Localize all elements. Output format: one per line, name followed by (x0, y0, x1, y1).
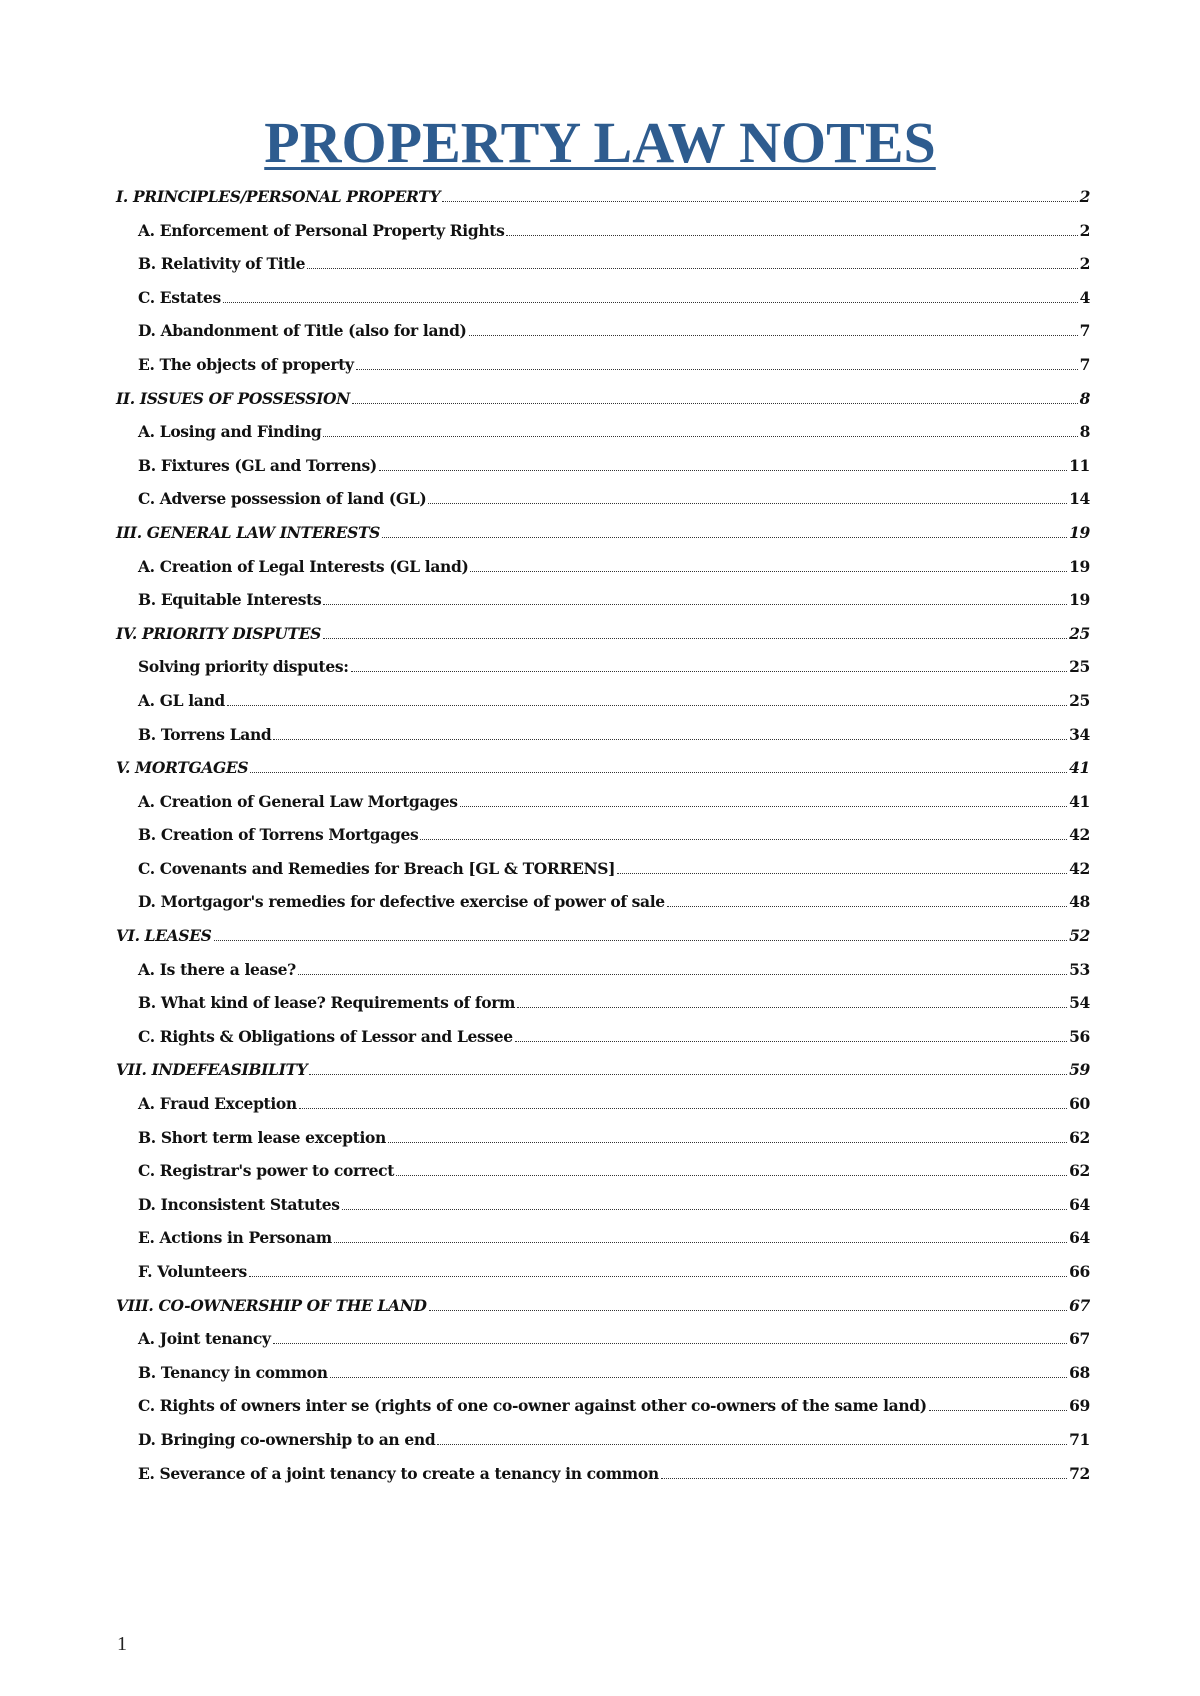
toc-dot-leader (249, 1276, 1067, 1277)
toc-entry-page-number: 56 (1069, 1026, 1090, 1046)
toc-entry-label: V. MORTGAGES (116, 758, 249, 778)
toc-entry-label: B. Creation of Torrens Mortgages (138, 825, 419, 845)
toc-entry-label: C. Adverse possession of land (GL) (138, 489, 427, 509)
toc-entry-page-number: 66 (1069, 1262, 1090, 1281)
toc-dot-leader (382, 537, 1067, 538)
toc-entry-label: B. Equitable Interests (138, 590, 322, 610)
toc-entry-page-number: 67 (1069, 1329, 1090, 1349)
toc-entry-label: II. ISSUES OF POSSESSION (116, 388, 350, 408)
toc-subsection-entry[interactable] (116, 1261, 1090, 1295)
toc-entry-page-number: 42 (1069, 825, 1090, 845)
toc-entry-label: IV. PRIORITY DISPUTES (116, 623, 322, 643)
toc-entry-page-number: 62 (1069, 1127, 1090, 1147)
toc-subsection-entry[interactable] (116, 220, 1090, 254)
toc-entry-label: D. Inconsistent Statutes (138, 1194, 340, 1214)
footer-page-number: 1 (117, 1633, 127, 1655)
toc-section-entry[interactable] (116, 1059, 1090, 1093)
toc-subsection-entry[interactable] (116, 287, 1090, 321)
toc-section-entry[interactable] (116, 522, 1090, 556)
toc-entry-page-number: 48 (1069, 892, 1090, 912)
toc-subsection-entry[interactable] (116, 690, 1090, 724)
toc-subsection-entry[interactable] (116, 1160, 1090, 1194)
toc-subsection-entry[interactable] (116, 1093, 1090, 1127)
toc-entry-label: F. Volunteers (138, 1262, 247, 1281)
toc-entry-page-number: 64 (1069, 1228, 1090, 1248)
toc-entry-label: A. Joint tenancy (138, 1329, 271, 1349)
toc-section-entry[interactable] (116, 623, 1090, 657)
toc-dot-leader (323, 604, 1067, 605)
toc-entry-label: E. Severance of a joint tenancy to create a tenancy in common (138, 1463, 659, 1483)
toc-dot-leader (323, 436, 1077, 437)
toc-dot-leader (342, 1209, 1068, 1210)
toc-dot-leader (307, 268, 1077, 269)
toc-entry-page-number: 72 (1069, 1463, 1090, 1483)
toc-dot-leader (428, 503, 1067, 504)
toc-entry-page-number: 41 (1069, 758, 1090, 778)
toc-dot-leader (309, 1074, 1067, 1075)
toc-subsection-entry[interactable] (116, 421, 1090, 455)
page-title: PROPERTY LAW NOTES (264, 110, 936, 175)
toc-entry-page-number: 69 (1069, 1396, 1090, 1416)
toc-entry-label: D. Bringing co-ownership to an end (138, 1429, 436, 1449)
toc-entry-label: A. Enforcement of Personal Property Rights (138, 220, 505, 240)
toc-entry-label: D. Mortgagor's remedies for defective exercise of power of sale (138, 892, 665, 912)
toc-dot-leader (460, 806, 1068, 807)
toc-dot-leader (273, 1343, 1067, 1344)
toc-entry-page-number: 8 (1079, 388, 1090, 408)
toc-entry-label: C. Estates (138, 287, 221, 307)
toc-entry-label: B. Fixtures (GL and Torrens) (138, 455, 377, 475)
toc-subsection-entry[interactable] (116, 488, 1090, 522)
toc-subsection-entry[interactable] (116, 1194, 1090, 1228)
toc-subsection-entry[interactable] (116, 1127, 1090, 1161)
toc-entry-page-number: 60 (1069, 1094, 1090, 1114)
toc-entry-label: D. Abandonment of Title (also for land) (138, 321, 467, 341)
toc-entry-page-number: 19 (1069, 556, 1090, 576)
toc-entry-page-number: 8 (1079, 422, 1090, 442)
toc-dot-leader (330, 1377, 1067, 1378)
toc-dot-leader (442, 201, 1077, 202)
toc-entry-label: III. GENERAL LAW INTERESTS (116, 522, 381, 542)
toc-entry-label: B. Tenancy in common (138, 1362, 328, 1382)
toc-entry-label: A. Fraud Exception (138, 1094, 297, 1114)
toc-dot-leader (214, 940, 1068, 941)
toc-subsection-entry[interactable] (116, 858, 1090, 892)
toc-subsection-entry[interactable] (116, 1395, 1090, 1429)
toc-subsection-entry[interactable] (116, 791, 1090, 825)
toc-dot-leader (667, 906, 1067, 907)
toc-entry-page-number: 4 (1079, 287, 1090, 307)
toc-section-entry[interactable] (116, 925, 1090, 959)
toc-entry-page-number: 2 (1079, 220, 1090, 240)
toc-entry-page-number: 67 (1069, 1295, 1090, 1315)
toc-dot-leader (273, 739, 1067, 740)
toc-entry-page-number: 25 (1069, 690, 1090, 710)
toc-dot-leader (396, 1175, 1067, 1176)
toc-dot-leader (470, 571, 1067, 572)
toc-subsection-entry[interactable] (116, 1362, 1090, 1396)
toc-subsection-entry[interactable] (116, 455, 1090, 489)
toc-entry-label: C. Registrar's power to correct (138, 1161, 395, 1181)
toc-entry-label: B. Short term lease exception (138, 1127, 386, 1147)
toc-entry-page-number: 7 (1079, 321, 1090, 341)
toc-dot-leader (617, 873, 1067, 874)
toc-dot-leader (515, 1041, 1067, 1042)
toc-entry-page-number: 19 (1069, 522, 1090, 542)
toc-entry-label: E. The objects of property (138, 354, 354, 374)
toc-dot-leader (298, 974, 1067, 975)
toc-dot-leader (352, 403, 1078, 404)
toc-subsection-entry[interactable] (116, 891, 1090, 925)
toc-dot-leader (351, 671, 1068, 672)
toc-subsection-entry[interactable] (116, 556, 1090, 590)
toc-entry-label: A. Losing and Finding (138, 422, 322, 442)
toc-entry-page-number: 19 (1069, 590, 1090, 610)
toc-subsection-entry[interactable] (116, 1328, 1090, 1362)
toc-entry-page-number: 25 (1069, 657, 1090, 677)
table-of-contents (116, 186, 1090, 1496)
toc-subsection-entry[interactable] (116, 1227, 1090, 1261)
toc-dot-leader (334, 1242, 1067, 1243)
toc-entry-label: E. Actions in Personam (138, 1228, 332, 1248)
toc-dot-leader (250, 772, 1067, 773)
toc-dot-leader (227, 705, 1067, 706)
toc-entry-label: B. What kind of lease? Requirements of form (138, 993, 516, 1013)
toc-subsection-entry[interactable] (116, 992, 1090, 1026)
toc-dot-leader (437, 1444, 1067, 1445)
toc-entry-label: A. Creation of Legal Interests (GL land) (138, 556, 469, 576)
toc-entry-page-number: 14 (1069, 489, 1090, 509)
toc-dot-leader (388, 1142, 1067, 1143)
toc-dot-leader (469, 335, 1078, 336)
toc-entry-page-number: 53 (1069, 959, 1090, 979)
toc-subsection-entry[interactable] (116, 253, 1090, 287)
toc-section-entry[interactable] (116, 388, 1090, 422)
toc-entry-label: A. Is there a lease? (138, 959, 296, 979)
toc-subsection-entry[interactable] (116, 1463, 1090, 1497)
toc-dot-leader (661, 1478, 1067, 1479)
toc-entry-page-number: 7 (1079, 354, 1090, 374)
toc-entry-page-number: 11 (1069, 455, 1090, 475)
toc-entry-page-number: 2 (1079, 187, 1090, 206)
toc-section-entry[interactable] (116, 757, 1090, 791)
toc-entry-label: B. Relativity of Title (138, 254, 306, 274)
toc-dot-leader (517, 1007, 1067, 1008)
toc-entry-label: I. PRINCIPLES/PERSONAL PROPERTY (116, 187, 441, 206)
toc-dot-leader (223, 302, 1078, 303)
toc-entry-label: C. Rights of owners inter se (rights of one co-owner against other co-owners of the same land) (138, 1396, 927, 1416)
toc-subsection-entry[interactable] (116, 1026, 1090, 1060)
toc-entry-page-number: 25 (1069, 623, 1090, 643)
toc-subsection-entry[interactable] (116, 320, 1090, 354)
toc-entry-label: A. GL land (138, 690, 225, 710)
toc-entry-label: B. Torrens Land (138, 724, 272, 744)
toc-entry-page-number: 64 (1069, 1194, 1090, 1214)
toc-dot-leader (420, 839, 1067, 840)
toc-entry-page-number: 42 (1069, 858, 1090, 878)
toc-dot-leader (379, 470, 1067, 471)
toc-entry-label: C. Rights & Obligations of Lessor and Lessee (138, 1026, 513, 1046)
toc-entry-page-number: 34 (1069, 724, 1090, 744)
toc-entry-page-number: 41 (1069, 791, 1090, 811)
toc-dot-leader (429, 1310, 1067, 1311)
toc-dot-leader (356, 369, 1078, 370)
toc-dot-leader (929, 1410, 1067, 1411)
toc-dot-leader (299, 1108, 1067, 1109)
toc-entry-page-number: 59 (1069, 1060, 1090, 1080)
toc-subsection-entry[interactable] (116, 1429, 1090, 1463)
toc-entry-label: Solving priority disputes: (138, 657, 349, 677)
toc-subsection-entry[interactable] (116, 589, 1090, 623)
toc-entry-label: A. Creation of General Law Mortgages (138, 791, 458, 811)
toc-entry-label: VIII. CO-OWNERSHIP OF THE LAND (116, 1295, 427, 1315)
toc-subsection-entry[interactable] (116, 724, 1090, 758)
toc-entry-label: VII. INDEFEASIBILITY (116, 1060, 308, 1080)
toc-entry-page-number: 68 (1069, 1362, 1090, 1382)
toc-entry-page-number: 2 (1079, 254, 1090, 274)
toc-subsection-entry[interactable] (116, 354, 1090, 388)
toc-entry-label: VI. LEASES (116, 926, 212, 946)
toc-section-entry[interactable] (116, 1295, 1090, 1329)
toc-entry-page-number: 71 (1069, 1429, 1090, 1449)
toc-dot-leader (506, 235, 1077, 236)
toc-subsection-entry[interactable] (116, 656, 1090, 690)
toc-subsection-entry[interactable] (116, 824, 1090, 858)
toc-subsection-entry[interactable] (116, 959, 1090, 993)
toc-dot-leader (323, 638, 1067, 639)
toc-entry-page-number: 54 (1069, 993, 1090, 1013)
toc-entry-page-number: 52 (1069, 926, 1090, 946)
toc-entry-page-number: 62 (1069, 1161, 1090, 1181)
toc-section-entry[interactable] (116, 186, 1090, 220)
toc-entry-label: C. Covenants and Remedies for Breach [GL & TORRENS] (138, 858, 616, 878)
